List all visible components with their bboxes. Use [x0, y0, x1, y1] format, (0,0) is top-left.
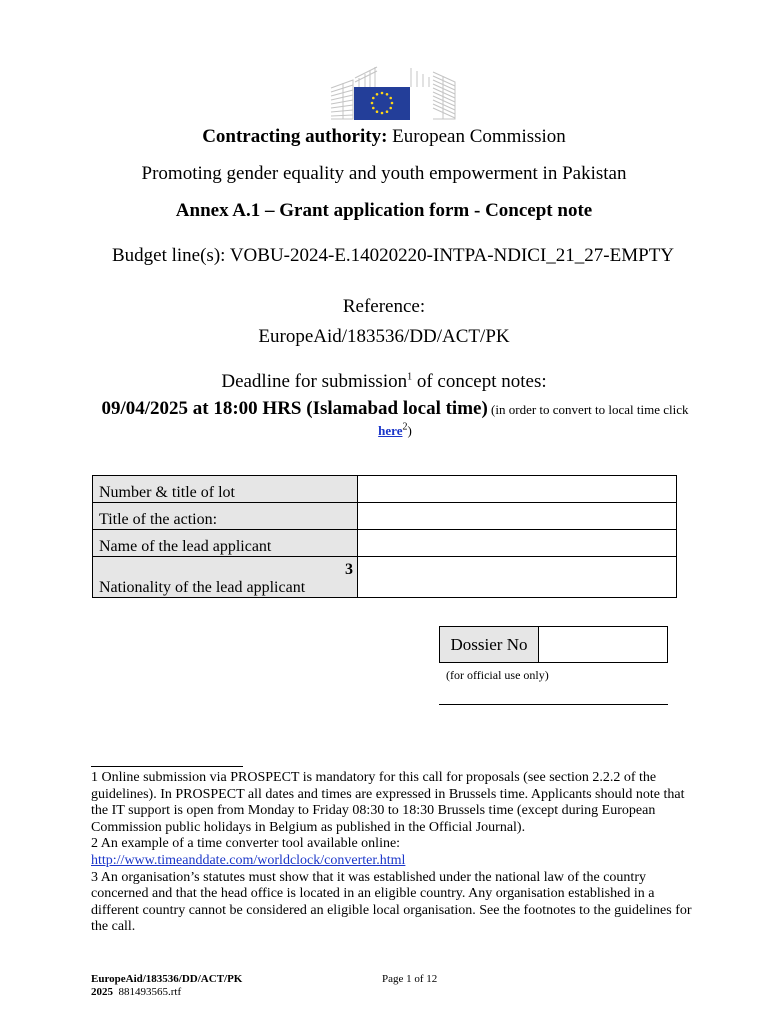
dossier-label: Dossier No	[440, 627, 539, 663]
footnote-ref-2: 2	[402, 422, 408, 433]
reference-label: Reference:	[342, 296, 426, 317]
table-row	[93, 476, 677, 503]
footnote-1: 1 Online submission via PROSPECT is mandatory for this call for proposals (see section 2.2.2 of the guidelines). In PROSPECT all dates and times are expressed in Brussels time. Applicants should note that the IT support is open from Monday to Friday 08:30 to 18:30 Brussels time (except during European Commission public holidays in Belgium as published in the Official Journal).	[91, 770, 685, 835]
application-info-table	[92, 475, 677, 598]
action-title-label: Title of the action:	[93, 503, 358, 530]
timeanddate-link[interactable]: http://www.timeanddate.com/worldclock/converter.html	[91, 852, 406, 868]
lot-field[interactable]	[358, 476, 677, 503]
programme-title: Promoting gender equality and youth empowerment in Pakistan	[141, 163, 627, 184]
nationality-label: Nationality of the lead applicant	[99, 579, 306, 596]
action-title-field[interactable]	[358, 503, 677, 530]
official-use-note: (for official use only)	[446, 668, 549, 682]
table-row	[93, 557, 677, 598]
lead-applicant-label: Name of the lead applicant	[93, 530, 358, 557]
lead-applicant-field[interactable]	[358, 530, 677, 557]
footnote-3: 3 An organisation’s statutes must show that it was established under the national law of the country concerned and that the head office is located in an eligible country. Any organisation established in a different country cannot be considered an eligible local organisation. See the footnotes to the guidelines for the call.	[91, 869, 692, 935]
footer-ref: EuropeAid/183536/DD/ACT/PK	[91, 973, 243, 985]
deadline-date: 09/04/2025 at 18:00 HRS (Islamabad local time)	[101, 398, 488, 419]
convert-text: (in order to convert to local time click	[487, 402, 689, 417]
footnote-separator	[91, 766, 243, 767]
time-converter-link[interactable]: here	[378, 423, 403, 439]
footnote-2: 2 An example of a time converter tool available online:	[91, 836, 401, 852]
deadline-date-row	[100, 400, 690, 440]
footer-reference	[91, 973, 242, 999]
footer-year: 2025	[91, 986, 113, 998]
table-row	[440, 627, 668, 663]
dossier-box	[439, 626, 668, 663]
divider	[439, 704, 668, 705]
table-row	[93, 503, 677, 530]
table-row	[93, 530, 677, 557]
deadline-label-text: Deadline for submission	[221, 371, 408, 392]
page-number: Page 1 of 12	[382, 973, 438, 985]
annex-title: Annex A.1 – Grant application form - Concept note	[175, 200, 593, 221]
footnote-2-link-line	[91, 853, 699, 870]
footnotes	[91, 770, 699, 936]
european-commission-logo	[329, 66, 457, 120]
authority-label: Contracting authority:	[202, 126, 388, 147]
footer-file: 881493565.rtf	[118, 986, 182, 998]
deadline-label	[0, 371, 768, 393]
nationality-field[interactable]	[358, 557, 677, 598]
contracting-authority	[0, 126, 768, 148]
lot-label: Number & title of lot	[93, 476, 358, 503]
footnote-ref-3: 3	[345, 561, 353, 578]
nationality-label-cell	[93, 557, 358, 598]
dossier-field[interactable]	[539, 627, 668, 663]
budget-line: Budget line(s): VOBU-2024-E.14020220-INTPA-NDICI_21_27-EMPTY	[111, 245, 675, 266]
authority-value: European Commission	[387, 126, 566, 147]
footnote-ref-1: 1	[407, 371, 413, 383]
deadline-label-suffix: of concept notes:	[412, 371, 547, 392]
convert-close: )	[407, 423, 412, 439]
reference-value: EuropeAid/183536/DD/ACT/PK	[258, 326, 510, 347]
